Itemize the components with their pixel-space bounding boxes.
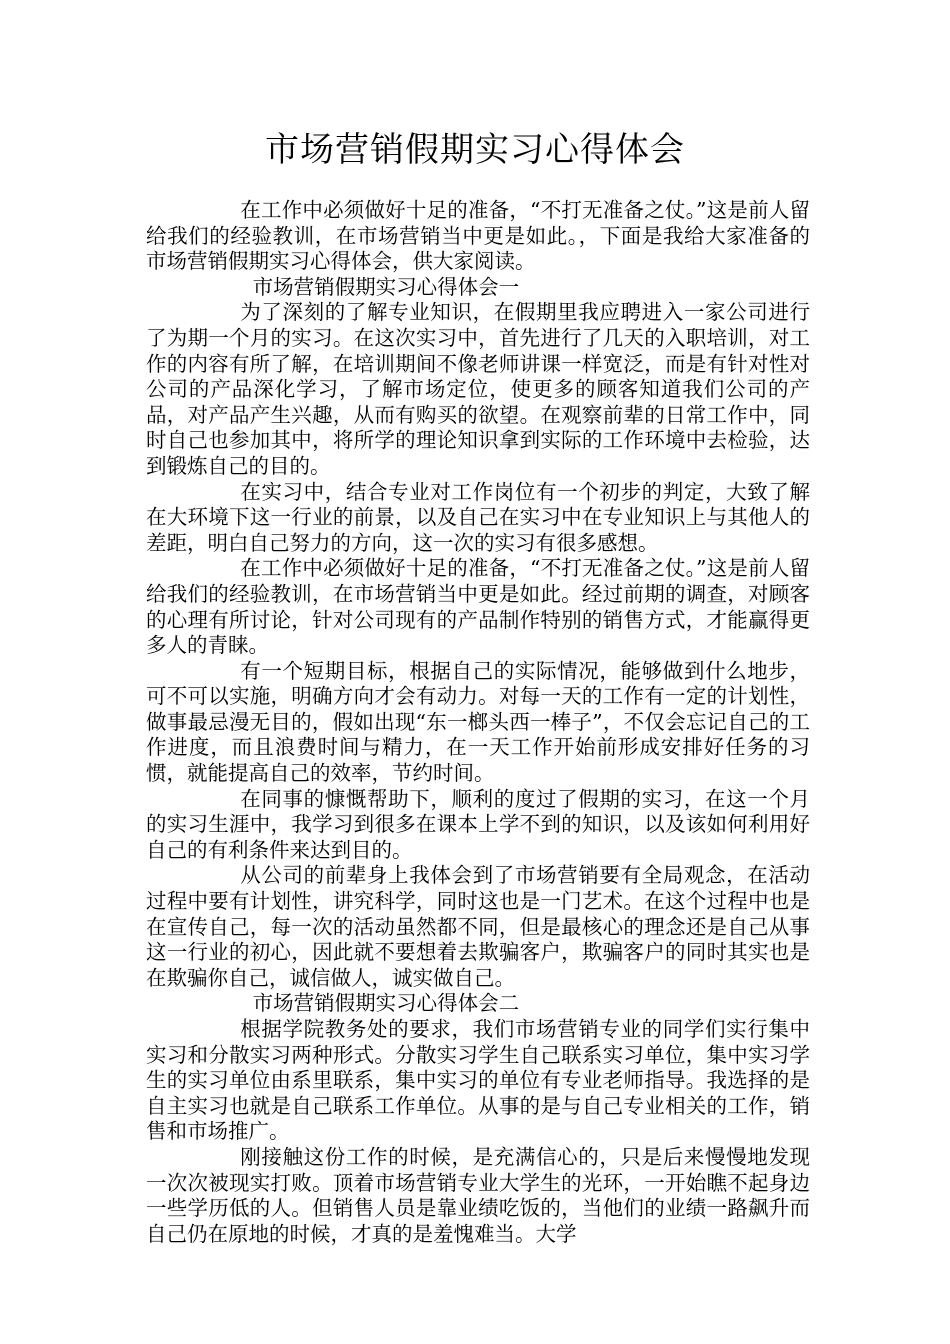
paragraph: 在实习中，结合专业对工作岗位有一个初步的判定，大致了解在大环境下这一行业的前景，以及自己在实习中在专业知识上与其他人的差距，明白自己努力的方向，这一次的实习有很多感想。 [146, 479, 810, 555]
paragraph: 在工作中必须做好十足的准备，“不打无准备之仗。”这是前人留给我们的经验教训，在市场营销当中更是如此。经过前期的调查，对顾客的心理有所讨论，针对公司现有的产品制作特别的销售方式，才能赢得更多人的青睐。 [146, 556, 810, 658]
paragraph: 在同事的慷慨帮助下，顺利的度过了假期的实习，在这一个月的实习生涯中，我学习到很多在课本上学不到的知识，以及该如何利用好自己的有利条件来达到目的。 [146, 786, 810, 862]
document-title: 市场营销假期实习心得体会 [265, 130, 685, 170]
document-body [146, 198, 810, 1247]
paragraph: 根据学院教务处的要求，我们市场营销专业的同学们实行集中实习和分散实习两种形式。分散实习学生自己联系实习单位，集中实习学生的实习单位由系里联系，集中实习的单位有专业老师指导。我选择的是自主实习也就是自己联系工作单位。从事的是与自己专业相关的工作，销售和市场推广。 [146, 1017, 810, 1144]
paragraph: 为了深刻的了解专业知识，在假期里我应聘进入一家公司进行了为期一个月的实习。在这次实习中，首先进行了几天的入职培训，对工作的内容有所了解，在培训期间不像老师讲课一样宽泛，而是有针对性对公司的产品深化学习，了解市场定位，使更多的顾客知道我们公司的产品，对产品产生兴趣，从而有购买的欲望。在观察前辈的日常工作中，同时自己也参加其中，将所学的理论知识拿到实际的工作环境中去检验，达到锻炼自己的目的。 [146, 300, 810, 478]
paragraph: 有一个短期目标，根据自己的实际情况，能够做到什么地步，可不可以实施，明确方向才会有动力。对每一天的工作有一定的计划性，做事最忌漫无目的，假如出现“东一榔头西一棒子”，不仅会忘记自己的工作进度，而且浪费时间与精力，在一天工作开始前形成安排好任务的习惯，就能提高自己的效率，节约时间。 [146, 658, 810, 786]
paragraph: 在工作中必须做好十足的准备，“不打无准备之仗。”这是前人留给我们的经验教训，在市场营销当中更是如此。，下面是我给大家准备的市场营销假期实习心得体会，供大家阅读。 [146, 198, 810, 274]
paragraph: 从公司的前辈身上我体会到了市场营销要有全局观念，在活动过程中要有计划性，讲究科学，同时这也是一门艺术。在这个过程中也是在宣传自己，每一次的活动虽然都不同，但是最核心的理念还是自己从事这一行业的初心，因此就不要想着去欺骗客户，欺骗客户的同时其实也是在欺骗你自己，诚信做人，诚实做自己。 [146, 863, 810, 990]
section-heading: 市场营销假期实习心得体会一 [252, 274, 520, 299]
paragraph: 刚接触这份工作的时候，是充满信心的，只是后来慢慢地发现一次次被现实打败。顶着市场营销专业大学生的光环，一开始瞧不起身边一些学历低的人。但销售人员是靠业绩吃饭的，当他们的业绩一路飙升而自己仍在原地的时候，才真的是羞愧难当。大学 [146, 1144, 810, 1246]
section-heading: 市场营销假期实习心得体会二 [252, 991, 520, 1016]
